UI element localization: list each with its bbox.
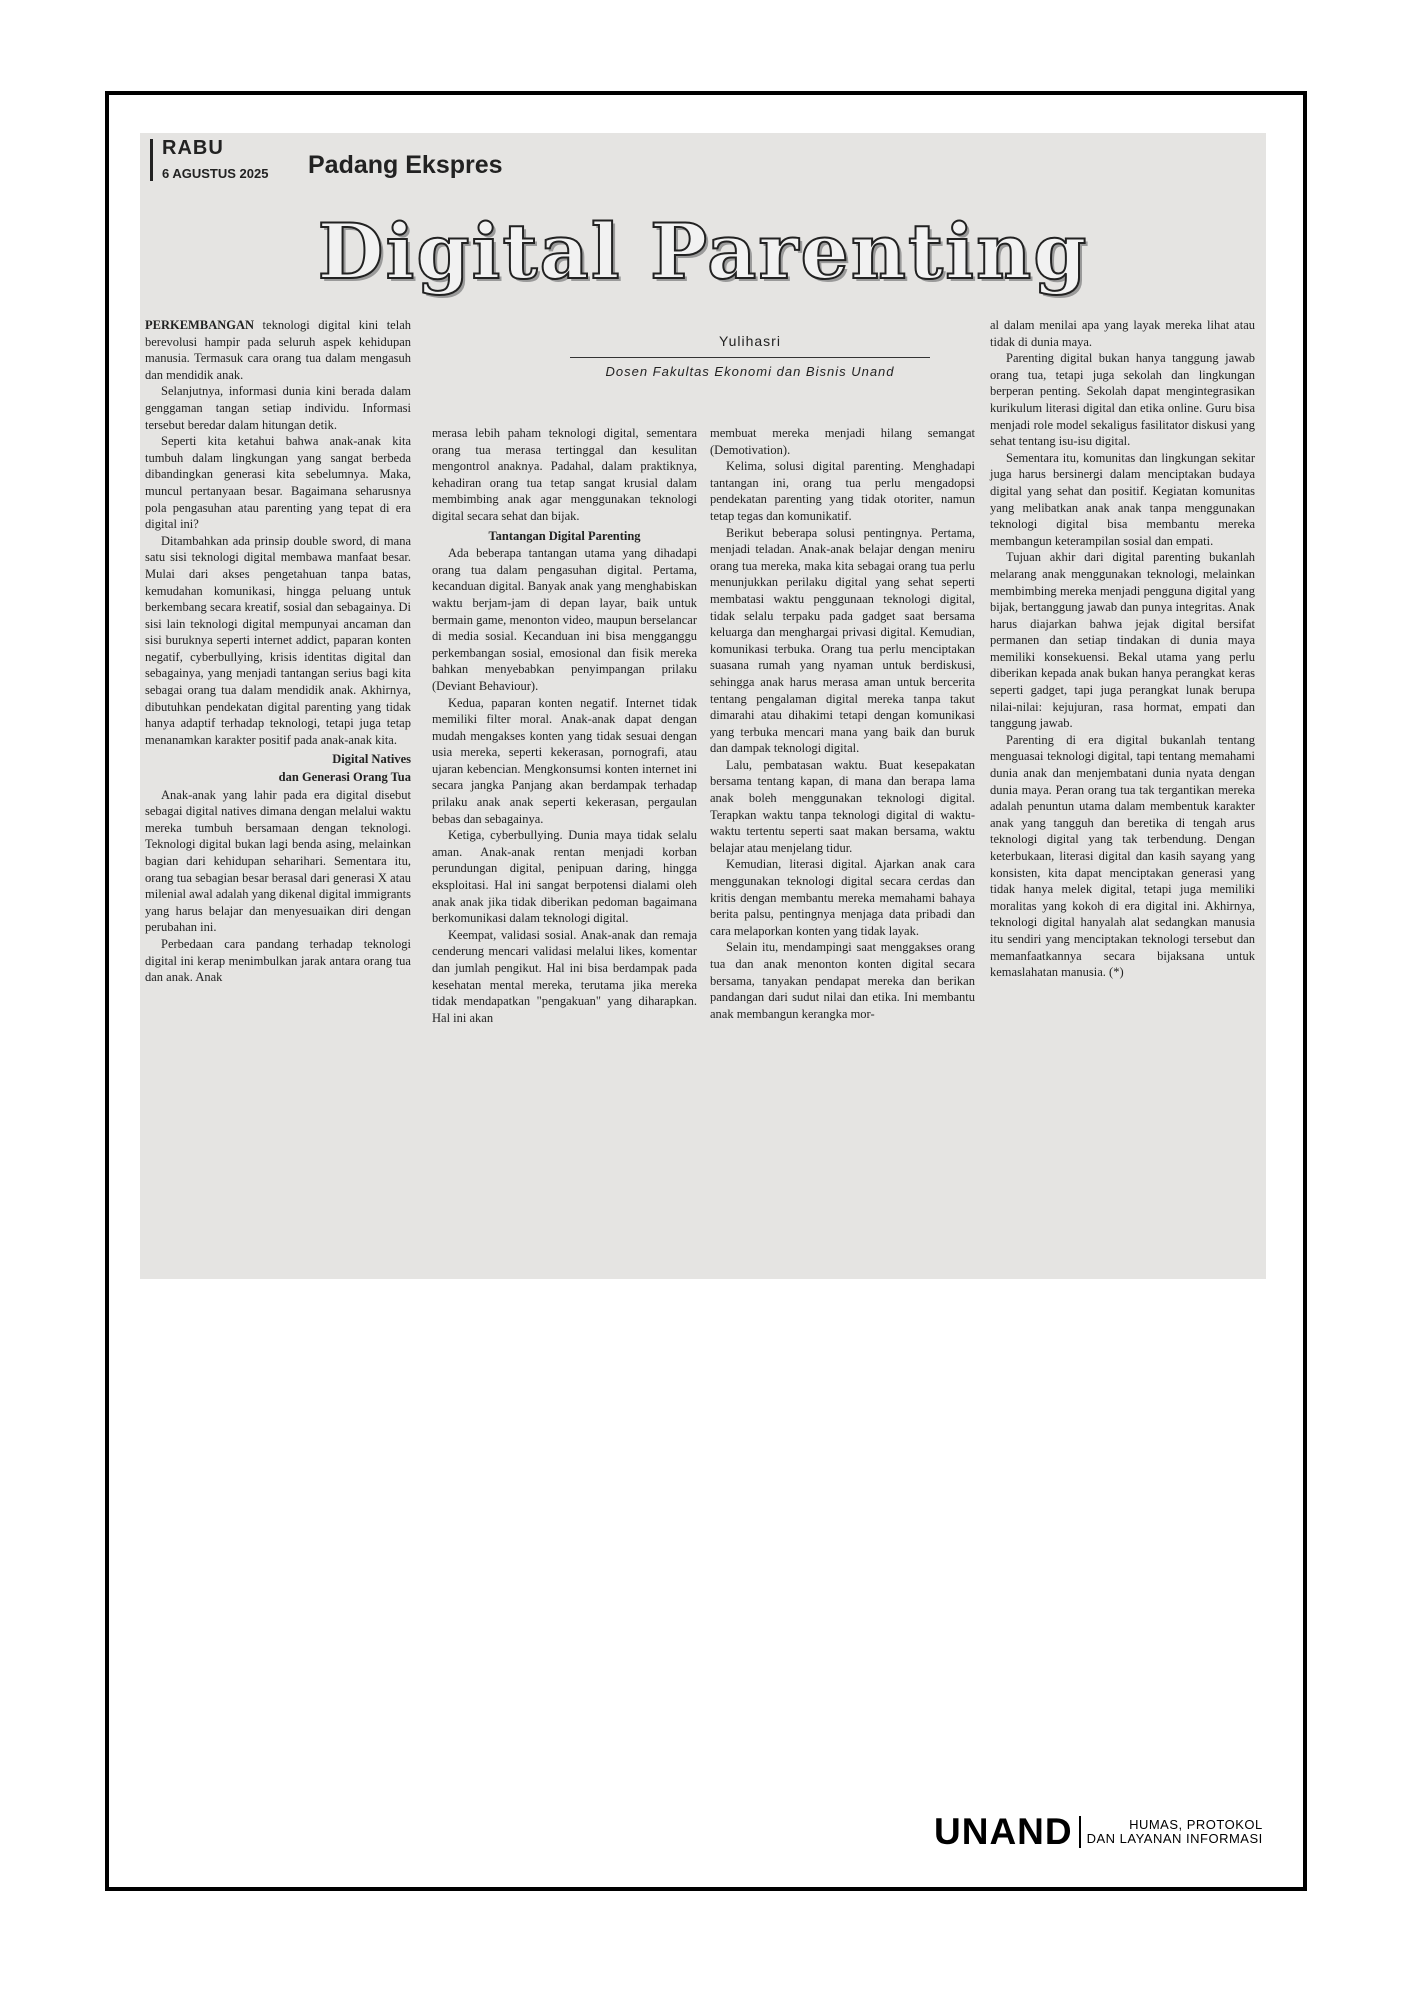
subheading: Tantangan Digital Parenting	[488, 528, 641, 543]
paragraph: Lalu, pembatasan waktu. Buat kesepakatan bersama tentang kapan, di mana dan berapa lama anak boleh menggunakan teknologi digital. Terapkan waktu tanpa teknologi digital di waktu-waktu tertentu seperti saat makan bersama, waktu belajar atau menjelang tidur.	[710, 757, 975, 855]
masthead-date: 6 AGUSTUS 2025	[162, 166, 269, 181]
article-column-3	[710, 425, 975, 1022]
lead-word: PERKEMBANGAN	[145, 318, 255, 332]
paragraph: merasa lebih paham teknologi digital, sementara orang tua merasa tertinggal dan kesulitan mengontrol anaknya. Padahal, dalam praktiknya, kehadiran orang tua tetap sangat krusial dalam membimbing anak agar menggunakan teknologi digital secara sehat dan bijak.	[432, 426, 697, 523]
paragraph: Parenting di era digital bukanlah tentang menguasai teknologi digital, tapi tentang memahami dunia anak dan menjembatani dunia nyata dengan dunia maya. Peran orang tua tak tergantikan mereka adalah penuntun utama dalam membentuk karakter anak yang tangguh dan beretika di tengah arus teknologi digital yang tak terbendung. Dengan keterbukaan, literasi digital dan kasih sayang yang konsisten, kita dapat menciptakan generasi yang tidak hanya melek digital, tetapi juga memiliki moralitas yang kokoh di era digital ini. Akhirnya, teknologi digital hanyalah alat sedangkan manusia itu sendiri yang menciptakan teknologi tersebut dan memanfaatkannya secara bijaksana untuk kemaslahatan manusia. (*)	[990, 732, 1255, 980]
subheading: dan Generasi Orang Tua	[278, 770, 411, 785]
paragraph: Selain itu, mendampingi saat menggakses orang tua dan anak menonton konten digital secara bersama, tanyakan pendapat mereka dan berikan pandangan dari sudut nilai dan etika. Ini membantu anak membangun kerangka mor-	[710, 940, 975, 1021]
paragraph: Ditambahkan ada prinsip double sword, di mana satu sisi teknologi digital membawa manfaat besar. Mulai dari akses pengetahuan tanpa batas, kemudahan komunikasi, hingga peluang untuk berkembang secara kreatif, sosial dan sebagainya. Di sisi lain teknologi digital mempunyai ancaman dan sisi buruknya seperti internet addict, paparan konten negatif, cyberbullying, krisis identitas digital dan sebagainya, yang menjadi tantangan serius bagi kita sebagai orang tua dalam mendidik anak. Akhirnya, dibutuhkan pendekatan digital parenting yang tidak hanya adaptif terhadap teknologi, tetapi juga tetap menanamkan karakter positif pada anak-anak kita.	[145, 533, 411, 747]
department-line-2: DAN LAYANAN INFORMASI	[1086, 1831, 1263, 1846]
paragraph: Ketiga, cyberbullying. Dunia maya tidak selalu aman. Anak-anak rentan menjadi korban perundungan digital, penipuan daring, hingga eksploitasi. Hal ini sangat berpotensi dialami oleh anak anak jika tidak diberikan pedoman bagaimana berkomunikasi dalam teknologi digital.	[432, 828, 697, 926]
masthead-day: RABU	[162, 137, 224, 159]
paragraph: Keempat, validasi sosial. Anak-anak dan remaja cenderung mencari validasi melalui likes, komentar dan jumlah pengikut. Hal ini bisa berdampak pada kesehatan mental mereka, terutama jika mereka tidak mendapatkan "pengakuan" yang diharapkan. Hal ini akan	[432, 927, 697, 1025]
article-column-4	[990, 317, 1255, 981]
subheading: Digital Natives	[332, 752, 411, 767]
department-line-1: HUMAS, PROTOKOL	[1129, 1817, 1263, 1832]
article-headline: Digital Parenting	[317, 207, 1089, 296]
byline-rule	[570, 357, 930, 358]
paragraph	[145, 317, 411, 383]
paragraph: al dalam menilai apa yang layak mereka lihat atau tidak di dunia maya.	[990, 318, 1255, 349]
article-column-2	[432, 425, 697, 1026]
paragraph: Selanjutnya, informasi dunia kini berada dalam genggaman tangan setiap individu. Informasi tersebut beredar dalam hitungan detik.	[145, 384, 411, 432]
paragraph: Kedua, paparan konten negatif. Internet tidak memiliki filter moral. Anak-anak dapat dengan mudah mengakses konten yang tidak sesuai dengan usia mereka, seperti kekerasan, pornografi, atau ujaran kebencian. Mengkonsumsi konten internet ini secara jangka Panjang akan berdampak terhadap prilaku anak anak seperti kekerasan, pergaulan bebas dan sebagainya.	[432, 695, 697, 826]
logo-wordmark: UNAND	[934, 1811, 1073, 1852]
paragraph: Parenting digital bukan hanya tanggung jawab orang tua, tetapi juga sekolah dan lingkungan berperan penting. Sekolah dapat mengintegrasikan kurikulum literasi digital dan etika online. Guru bisa menjadi role model sekaligus fasilitator diskusi yang sehat tentang isu-isu digital.	[990, 351, 1255, 449]
byline	[560, 333, 940, 379]
newspaper-clipping	[140, 133, 1266, 1279]
paragraph: Kemudian, literasi digital. Ajarkan anak cara menggunakan teknologi digital secara cerdas dan kritis dengan membantu mereka memahami bahaya berita palsu, pentingnya menjaga data pribadi dan cara melaporkan konten yang tidak layak.	[710, 857, 975, 938]
paragraph: Ada beberapa tantangan utama yang dihadapi orang tua dalam pengasuhan digital. Pertama, kecanduan digital. Banyak anak yang menghabiskan waktu berjam-jam di depan layar, baik untuk bermain game, menonton video, maupun berselancar di media sosial. Kecanduan ini bisa mengganggu perkembangan sosial, emosional dan fisik mereka bahkan menyebabkan penyimpangan prilaku (Deviant Behaviour).	[432, 546, 697, 693]
author-affiliation: Dosen Fakultas Ekonomi dan Bisnis Unand	[605, 364, 895, 379]
article-column-1	[145, 317, 411, 986]
author-name: Yulihasri	[719, 333, 781, 349]
paragraph: Sementara itu, komunitas dan lingkungan sekitar juga harus bersinergi dalam menciptakan budaya digital yang sehat dan positif. Kegiatan komunitas yang melibatkan anak anak tanpa menggunakan teknologi digital bisa membantu mereka membangun keterampilan sosial dan empati.	[990, 450, 1255, 548]
paragraph: Seperti kita ketahui bahwa anak-anak kita tumbuh dalam lingkungan yang sangat berbeda dibandingkan generasi kita sebelumnya. Maka, muncul pertanyaan besar. Bagaimana seharusnya pola pengasuhan atau parenting yang tepat di era digital ini?	[145, 434, 411, 532]
newspaper-name: Padang Ekspres	[308, 151, 503, 179]
paragraph: Tujuan akhir dari digital parenting bukanlah melarang anak menggunakan teknologi, melainkan membimbing mereka menjadi pengguna digital yang bijak, bertanggung jawab dan punya integritas. Anak harus diajarkan bahwa jejak digital bersifat permanen dan setiap tindakan di dunia maya memiliki konsekuensi. Bekal utama yang perlu diberikan kepada anak bukan hanya perangkat keras seperti gadget, tapi juga perangkat lunak berupa nilai-nilai: kejujuran, rasa hormat, empati dan tanggung jawab.	[990, 550, 1255, 731]
masthead-rule	[150, 139, 153, 181]
paragraph: Berikut beberapa solusi pentingnya. Pertama, menjadi teladan. Anak-anak belajar dengan meniru orang tua mereka, maka kita sebagai orang tua perlu menunjukkan perilaku digital yang sehat seperti membatasi waktu penggunaan teknologi digital, tidak selalu terpaku pada gadget saat bersama keluarga dan menghargai privasi digital. Kemudian, komunikasi terbuka. Orang tua perlu menciptakan suasana rumah yang nyaman untuk berdiskusi, sehingga anak harus merasa aman untuk bercerita tentang pengalaman digital mereka tanpa takut dimarahi atau dihakimi tetapi dengan komunikasi yang terbuka mencari mana yang baik dan buruk dan dampak teknologi digital.	[710, 525, 975, 756]
logo-department	[1087, 1818, 1263, 1846]
paragraph: membuat mereka menjadi hilang semangat (Demotivation).	[710, 426, 975, 457]
paragraph-text: teknologi digital kini telah berevolusi hampir pada seluruh aspek kehidupan manusia. Termasuk cara orang tua dalam mengasuh dan mendidik anak.	[145, 318, 411, 382]
paragraph: Anak-anak yang lahir pada era digital disebut sebagai digital natives dimana dengan melalui waktu mereka tumbuh bersamaan dengan teknologi. Teknologi digital bukan lagi benda asing, melainkan bagian dari kehidupan seharihari. Sementara itu, orang tua sebagian besar berasal dari generasi X atau milenial awal adalah yang dikenal digital immigrants yang harus belajar dan menyesuaikan diri dengan perubahan ini.	[145, 787, 411, 935]
unand-logo	[934, 1812, 1263, 1852]
logo-divider	[1079, 1816, 1081, 1848]
paragraph: Kelima, solusi digital parenting. Menghadapi tantangan ini, orang tua perlu mengadopsi pendekatan parenting yang tidak otoriter, namun tetap tegas dan komunikatif.	[710, 459, 975, 523]
paragraph: Perbedaan cara pandang terhadap teknologi digital ini kerap menimbulkan jarak antara orang tua dan anak. Anak	[145, 936, 411, 985]
